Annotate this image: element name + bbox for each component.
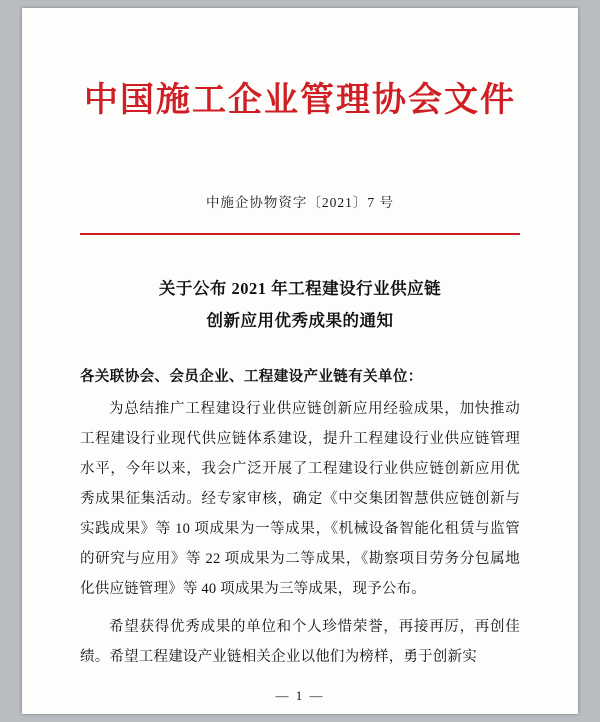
notice-title	[80, 273, 520, 337]
body-paragraph-2: 希望获得优秀成果的单位和个人珍惜荣誉，再接再厉，再创佳绩。希望工程建设产业链相关企业以他们为榜样，勇于创新实	[80, 619, 520, 666]
salutation-line: 各关联协会、会员企业、工程建设产业链有关单位：	[80, 369, 423, 386]
document-number: 中施企协物资字〔2021〕7 号	[205, 194, 395, 210]
document-body	[22, 80, 578, 211]
document-content	[22, 273, 578, 672]
body-paragraph-1: 为总结推广工程建设行业供应链创新应用经验成果，加快推动工程建设行业现代供应链体系建设，提升工程建设行业供应链管理水平，今年以来，我会广泛开展了工程建设行业供应链创新应用优秀成果征集活动。经专家审核，确定《中交集团智慧供应链创新与实践成果》等 10 项成果为一等成果，《机械设备智能化租赁与监管的研究与应用》等 22 项成果为二等成果，《勘察项目劳务分包属地化供应链管理》等 40 项成果为三等成果，现予公布。	[80, 401, 520, 598]
red-divider-rule	[80, 233, 520, 235]
page-number: — 1 —	[275, 688, 325, 703]
document-page	[22, 8, 578, 714]
notice-title-line-2: 创新应用优秀成果的通知	[206, 310, 394, 330]
notice-title-line-1: 关于公布 2021 年工程建设行业供应链	[158, 278, 442, 298]
document-header-title: 中国施工企业管理协会文件	[84, 80, 516, 120]
